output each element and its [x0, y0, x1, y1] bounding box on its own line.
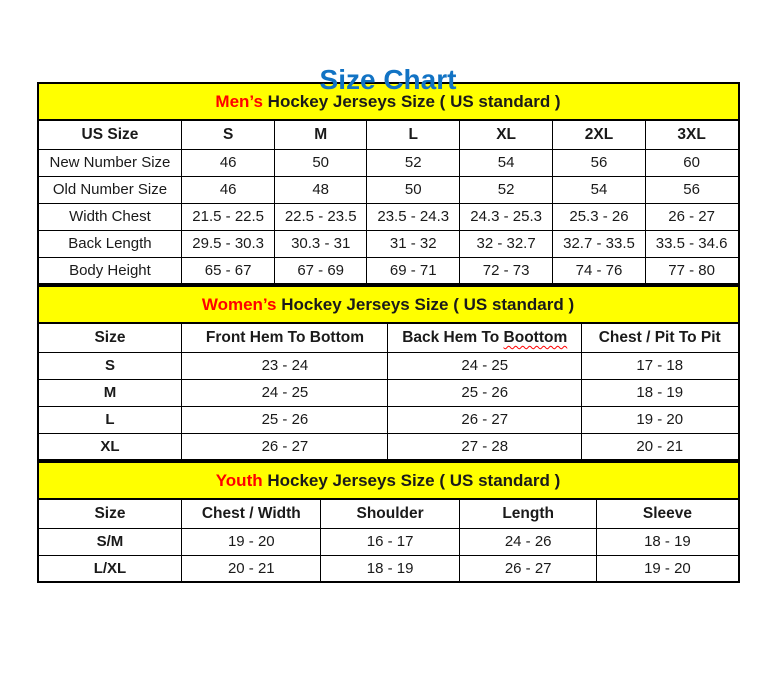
table-row [38, 528, 739, 555]
value-cell: 54 [459, 149, 552, 176]
value-cell: 60 [645, 149, 738, 176]
value-cell: 24 - 25 [388, 352, 581, 379]
value-cell: 25.3 - 26 [553, 203, 646, 230]
value-cell: 52 [459, 176, 552, 203]
column-header-cell: Size [38, 499, 182, 528]
value-cell: 33.5 - 34.6 [645, 230, 738, 257]
value-cell: 22.5 - 23.5 [274, 203, 367, 230]
column-header-cell: Length [459, 499, 596, 528]
value-cell: 50 [274, 149, 367, 176]
value-cell: 50 [367, 176, 460, 203]
header-text: Back Hem To [402, 328, 504, 346]
column-header-cell: US Size [38, 120, 182, 149]
row-label-cell: Width Chest [38, 203, 182, 230]
section-title-highlight: Youth [215, 470, 263, 490]
value-cell: 72 - 73 [459, 257, 552, 284]
table-row [38, 555, 739, 582]
value-cell: 26 - 27 [459, 555, 596, 582]
column-header-cell: Shoulder [321, 499, 460, 528]
table-row [38, 406, 739, 433]
value-cell: 67 - 69 [274, 257, 367, 284]
row-label-cell: M [38, 379, 182, 406]
row-label-cell: L/XL [38, 555, 182, 582]
value-cell: 16 - 17 [321, 528, 460, 555]
section-title: Men’s Hockey Jerseys Size ( US standard ) [38, 83, 739, 120]
value-cell: 52 [367, 149, 460, 176]
column-header-cell: Size [38, 323, 182, 352]
table-row [38, 379, 739, 406]
table-row [38, 149, 739, 176]
value-cell: 30.3 - 31 [274, 230, 367, 257]
mens-size-table [37, 82, 740, 285]
column-header-row [38, 499, 739, 528]
value-cell: 19 - 20 [182, 528, 321, 555]
value-cell: 31 - 32 [367, 230, 460, 257]
value-cell: 56 [553, 149, 646, 176]
value-cell: 23.5 - 24.3 [367, 203, 460, 230]
value-cell: 32 - 32.7 [459, 230, 552, 257]
column-header-cell: 2XL [553, 120, 646, 149]
value-cell: 24 - 25 [182, 379, 388, 406]
row-label-cell: S/M [38, 528, 182, 555]
value-cell: 18 - 19 [581, 379, 738, 406]
value-cell: 20 - 21 [581, 433, 738, 460]
column-header-cell: Sleeve [597, 499, 739, 528]
row-label-cell: Back Length [38, 230, 182, 257]
value-cell: 23 - 24 [182, 352, 388, 379]
table-row [38, 257, 739, 284]
value-cell: 74 - 76 [553, 257, 646, 284]
value-cell: 77 - 80 [645, 257, 738, 284]
column-header-cell: Chest / Pit To Pit [581, 323, 738, 352]
column-header-cell: 3XL [645, 120, 738, 149]
row-label-cell: Body Height [38, 257, 182, 284]
value-cell: 69 - 71 [367, 257, 460, 284]
section-title-row [38, 462, 739, 499]
table-row [38, 352, 739, 379]
column-header-row [38, 323, 739, 352]
value-cell: 48 [274, 176, 367, 203]
column-header-row [38, 120, 739, 149]
value-cell: 18 - 19 [597, 528, 739, 555]
value-cell: 32.7 - 33.5 [553, 230, 646, 257]
value-cell: 65 - 67 [182, 257, 275, 284]
column-header-cell: Chest / Width [182, 499, 321, 528]
value-cell: 24.3 - 25.3 [459, 203, 552, 230]
value-cell: 27 - 28 [388, 433, 581, 460]
column-header-cell: L [367, 120, 460, 149]
value-cell: 20 - 21 [182, 555, 321, 582]
section-title: Youth Hockey Jerseys Size ( US standard ) [38, 462, 739, 499]
youth-size-table [37, 461, 740, 583]
value-cell: 26 - 27 [645, 203, 738, 230]
value-cell: 18 - 19 [321, 555, 460, 582]
value-cell: 19 - 20 [597, 555, 739, 582]
column-header-cell [388, 323, 581, 352]
section-title: Women’s Hockey Jerseys Size ( US standard ) [38, 286, 739, 323]
value-cell: 17 - 18 [581, 352, 738, 379]
column-header-cell: Front Hem To Bottom [182, 323, 388, 352]
row-label-cell: L [38, 406, 182, 433]
value-cell: 46 [182, 149, 275, 176]
value-cell: 26 - 27 [388, 406, 581, 433]
table-row [38, 203, 739, 230]
value-cell: 19 - 20 [581, 406, 738, 433]
value-cell: 54 [553, 176, 646, 203]
misspelled-word: Boottom [503, 328, 568, 346]
table-row [38, 176, 739, 203]
womens-size-table [37, 285, 740, 461]
value-cell: 29.5 - 30.3 [182, 230, 275, 257]
section-title-row [38, 286, 739, 323]
row-label-cell: New Number Size [38, 149, 182, 176]
row-label-cell: S [38, 352, 182, 379]
value-cell: 21.5 - 22.5 [182, 203, 275, 230]
value-cell: 26 - 27 [182, 433, 388, 460]
row-label-cell: XL [38, 433, 182, 460]
section-title-highlight: Men’s [215, 91, 263, 111]
page-title: Size Chart [319, 64, 457, 95]
value-cell: 25 - 26 [388, 379, 581, 406]
section-title-highlight: Women’s [201, 294, 277, 314]
size-chart-tables [37, 82, 740, 583]
row-label-cell: Old Number Size [38, 176, 182, 203]
table-row [38, 230, 739, 257]
value-cell: 46 [182, 176, 275, 203]
column-header-cell: XL [459, 120, 552, 149]
value-cell: 56 [645, 176, 738, 203]
value-cell: 25 - 26 [182, 406, 388, 433]
column-header-cell: M [274, 120, 367, 149]
column-header-cell: S [182, 120, 275, 149]
value-cell: 24 - 26 [459, 528, 596, 555]
table-row [38, 433, 739, 460]
